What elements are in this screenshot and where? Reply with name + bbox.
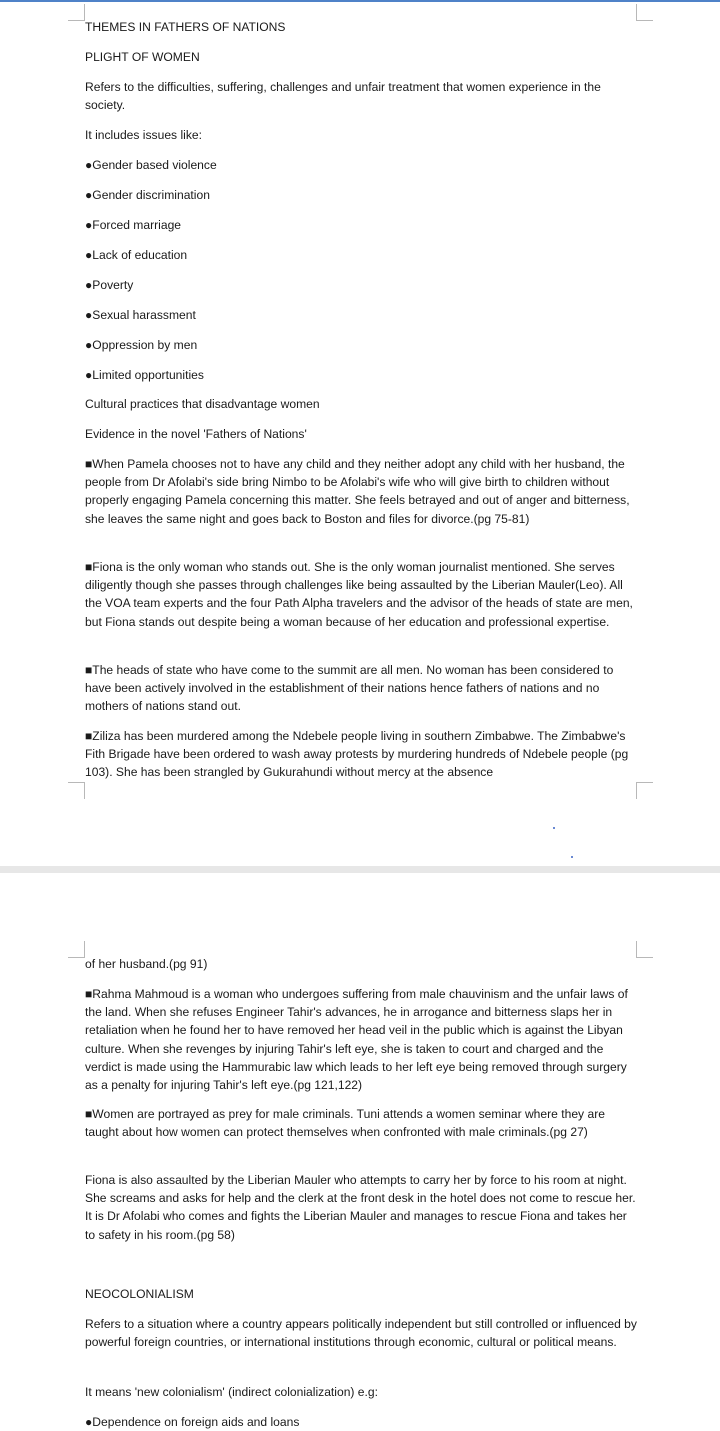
list-item: ●Sexual harassment bbox=[85, 308, 196, 322]
continuation-text: of her husband.(pg 91) bbox=[85, 957, 208, 971]
cultural-practices-text: Cultural practices that disadvantage women bbox=[85, 397, 320, 411]
list-item: ●Lack of education bbox=[85, 248, 188, 262]
margin-corner-top-right bbox=[636, 941, 653, 958]
margin-corner-top-left bbox=[68, 941, 85, 958]
document-title: THEMES IN FATHERS OF NATIONS bbox=[85, 20, 286, 34]
evidence-paragraph-heads-of-state: ■The heads of state who have come to the summit are all men. No woman has been considered to have been actively involved in the establishment of their nations hence fathers of nations and no mothers of nations stand out. bbox=[85, 663, 614, 714]
page-separator bbox=[0, 866, 720, 873]
evidence-paragraph-rahma: ■Rahma Mahmoud is a woman who undergoes suffering from male chauvinism and the unfair laws of the land. When she refuses Engineer Tahir's advances, he in arrogance and bitterness slaps her in retaliation when he found her to have removed her head veil in the public which is against the Libyan culture. When she revenges by injuring Tahir's left eye, she is taken to court and charged and the verdict is made using the Hammurabic law which leads to her left eye being removed through surgery as a penalty for injuring Tahir's left eye.(pg 121,122) bbox=[85, 987, 628, 1093]
list-item: ●Poverty bbox=[85, 278, 134, 292]
ink-dot bbox=[553, 827, 555, 829]
neocolonialism-definition: Refers to a situation where a country appears politically independent but still controlled or influenced by powerful foreign countries, or international institutions through economic, cultural or political means. bbox=[85, 1317, 637, 1350]
plight-definition: Refers to the difficulties, suffering, challenges and unfair treatment that women experience in the society. bbox=[85, 80, 601, 113]
ink-dot bbox=[571, 856, 573, 858]
list-item: ●Limited opportunities bbox=[85, 368, 204, 382]
issues-intro: It includes issues like: bbox=[85, 128, 202, 142]
evidence-paragraph-fiona: ■Fiona is the only woman who stands out. She is the only woman journalist mentioned. She serves diligently though she passes through challenges like being assaulted by the Liberian Mauler(Leo). All the VOA team experts and the four Path Alpha travelers and the advisor of the heads of state are men, but Fiona stands out despite being a woman because of her education and professional expertise. bbox=[85, 560, 633, 629]
evidence-paragraph-tuni: ■Women are portrayed as prey for male criminals. Tuni attends a women seminar where they are taught about how women can protect themselves when confronted with male criminals.(pg 27) bbox=[85, 1107, 605, 1140]
margin-corner-bottom-left bbox=[68, 782, 85, 799]
evidence-paragraph-ziliza: ■Ziliza has been murdered among the Ndebele people living in southern Zimbabwe. The Zimbabwe's Fith Brigade have been ordered to wash away protests by murdering hundreds of Ndebele people (pg 103). She has been strangled by Gukurahundi without mercy at the absence bbox=[85, 729, 629, 780]
margin-corner-top-right bbox=[636, 4, 653, 21]
list-item: ●Oppression by men bbox=[85, 338, 198, 352]
list-item: ●Forced marriage bbox=[85, 218, 182, 232]
section-heading-plight-of-women: PLIGHT OF WOMEN bbox=[85, 50, 200, 64]
list-item: ●Dependence on foreign aids and loans bbox=[85, 1415, 300, 1429]
list-item: ●Gender based violence bbox=[85, 158, 217, 172]
neocolonialism-meaning: It means 'new colonialism' (indirect colonialization) e.g: bbox=[85, 1385, 378, 1399]
list-item: ●Gender discrimination bbox=[85, 188, 210, 202]
evidence-paragraph-pamela: ■When Pamela chooses not to have any child and they neither adopt any child with her husband, the people from Dr Afolabi's side bring Nimbo to be Afolabi's wife who will give birth to children without properly engaging Pamela concerning this matter. She feels betrayed and out of anger and bitterness, she leaves the same night and goes back to Boston and files for divorce.(pg 75-81) bbox=[85, 457, 630, 526]
evidence-heading: Evidence in the novel 'Fathers of Nations' bbox=[85, 427, 307, 441]
evidence-paragraph-fiona-assault: Fiona is also assaulted by the Liberian Mauler who attempts to carry her by force to his room at night. She screams and asks for help and the clerk at the front desk in the hotel does not come to rescue her. It is Dr Afolabi who comes and fights the Liberian Mauler and manages to rescue Fiona and takes her to safety in his room.(pg 58) bbox=[85, 1173, 636, 1242]
section-heading-neocolonialism: NEOCOLONIALISM bbox=[85, 1287, 194, 1301]
margin-corner-top-left bbox=[68, 4, 85, 21]
document-page-2 bbox=[0, 873, 720, 1429]
margin-corner-bottom-right bbox=[636, 782, 653, 799]
document-page-1 bbox=[0, 2, 720, 866]
